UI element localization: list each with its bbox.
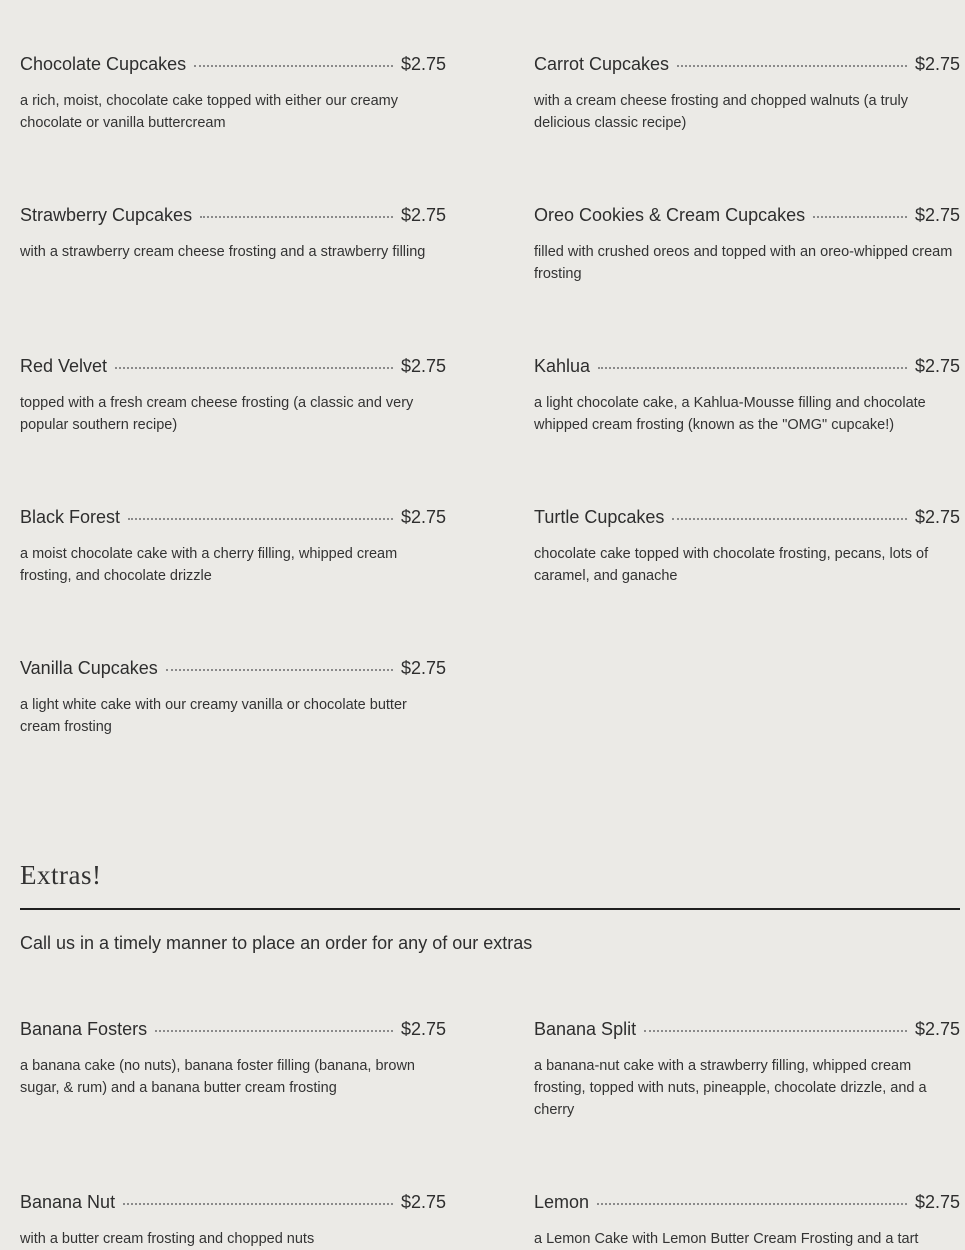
item-name: Turtle Cupcakes [534,507,665,527]
item-description: a banana-nut cake with a strawberry filling, whipped cream frosting, topped with nuts, pineapple, chocolate drizzle, and a cherry [534,1058,927,1118]
item-price: $2.75 [400,507,446,527]
item-name: Carrot Cupcakes [534,54,670,74]
item-price: $2.75 [914,356,960,376]
item-name: Lemon [534,1192,590,1212]
item-description: a light white cake with our creamy vanilla or chocolate butter cream frosting [20,697,407,735]
menu-item-kahlua [534,356,960,436]
extras-section-title: Extras! [20,860,102,890]
item-price: $2.75 [914,205,960,225]
dot-leader [128,518,393,520]
item-price: $2.75 [400,658,446,678]
item-name: Banana Split [534,1019,637,1039]
dot-leader [597,1203,907,1205]
item-description: a rich, moist, chocolate cake topped with either our creamy chocolate or vanilla buttercream [20,93,398,131]
item-name: Kahlua [534,356,591,376]
menu-item-turtle-cupcakes [534,507,960,587]
item-name: Banana Fosters [20,1019,148,1039]
item-description: with a butter cream frosting and chopped nuts [20,1231,315,1247]
menu-item-banana-fosters [20,1019,446,1099]
menu-item-lemon [534,1192,960,1250]
dot-leader [598,367,907,369]
item-price: $2.75 [914,54,960,74]
item-price: $2.75 [400,1192,446,1212]
item-price: $2.75 [400,205,446,225]
dot-leader [115,367,393,369]
dot-leader [166,669,393,671]
menu-item-black-forest [20,507,446,587]
dot-leader [155,1030,393,1032]
item-name: Banana Nut [20,1192,116,1212]
item-name: Vanilla Cupcakes [20,658,158,678]
menu-item-red-velvet [20,356,446,436]
menu-item-vanilla-cupcakes [20,658,446,738]
dot-leader [813,216,907,218]
item-price: $2.75 [400,1019,446,1039]
item-description: a moist chocolate cake with a cherry filling, whipped cream frosting, and chocolate drizzle [20,546,398,584]
menu-item-banana-nut [20,1192,446,1250]
item-price: $2.75 [914,1019,960,1039]
item-name: Oreo Cookies & Cream Cupcakes [534,205,806,225]
item-price: $2.75 [914,1192,960,1212]
menu-item-banana-split [534,1019,960,1121]
dot-leader [672,518,907,520]
menu-item-oreo-cupcakes [534,205,960,285]
item-description: filled with crushed oreos and topped with an oreo-whipped cream frosting [534,244,953,282]
menu-item-chocolate-cupcakes [20,54,446,134]
item-name: Black Forest [20,507,121,527]
dot-leader [123,1203,393,1205]
item-description: a light chocolate cake, a Kahlua-Mousse filling and chocolate whipped cream frosting (known as the "OMG" cupcake!) [534,395,926,433]
dot-leader [200,216,393,218]
item-description: topped with a fresh cream cheese frosting (a classic and very popular southern recipe) [20,395,414,433]
item-description: chocolate cake topped with chocolate frosting, pecans, lots of caramel, and ganache [534,546,929,584]
item-price: $2.75 [400,54,446,74]
section-divider [20,908,960,910]
item-description: a banana cake (no nuts), banana foster filling (banana, brown sugar, & rum) and a banana butter cream frosting [20,1058,415,1096]
item-description: with a cream cheese frosting and chopped walnuts (a truly delicious classic recipe) [534,93,908,131]
item-price: $2.75 [914,507,960,527]
cupcake-menu [20,0,960,1247]
dot-leader [194,65,393,67]
extras-section-note: Call us in a timely manner to place an order for any of our extras [20,933,533,953]
dot-leader [644,1030,907,1032]
item-price: $2.75 [400,356,446,376]
menu-item-strawberry-cupcakes [20,205,446,263]
menu-item-carrot-cupcakes [534,54,960,134]
item-description: a Lemon Cake with Lemon Butter Cream Frosting and a tart [534,1231,919,1247]
item-name: Strawberry Cupcakes [20,205,193,225]
dot-leader [677,65,907,67]
item-description: with a strawberry cream cheese frosting and a strawberry filling [20,244,426,260]
item-name: Red Velvet [20,356,108,376]
item-name: Chocolate Cupcakes [20,54,187,74]
